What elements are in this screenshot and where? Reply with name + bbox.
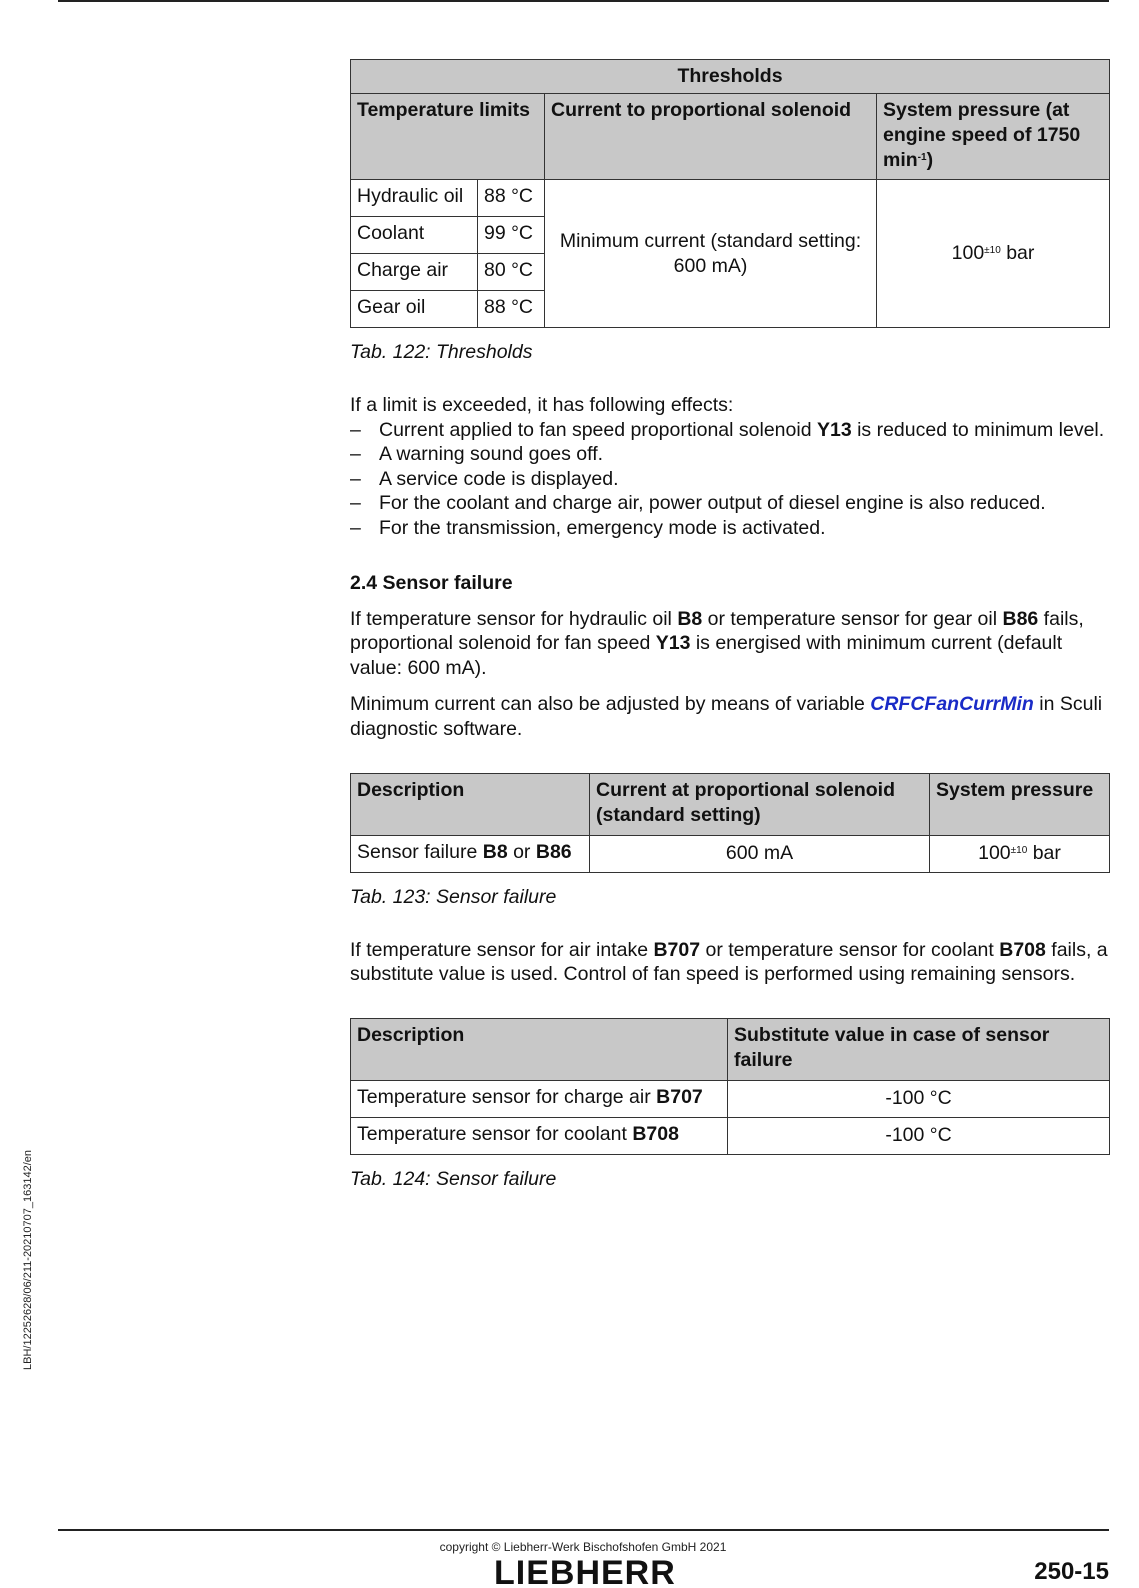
liebherr-logo: LIEBHERR bbox=[494, 1554, 676, 1588]
header-current: Current at proportional solenoid (standard setting) bbox=[590, 773, 930, 835]
header-description: Description bbox=[351, 773, 590, 835]
substitute-paragraph: If temperature sensor for air intake B707 or temperature sensor for coolant B708 fails, a substitute value is used. Control of fan speed is performed using remaining sensors. bbox=[350, 938, 1108, 986]
row-value: 88 °C bbox=[478, 291, 545, 328]
row-value: 80 °C bbox=[478, 254, 545, 291]
current-value-cell: Minimum current (standard setting: 600 mA) bbox=[545, 180, 877, 328]
effects-intro: If a limit is exceeded, it has following effects: bbox=[350, 394, 734, 416]
thresholds-table bbox=[350, 59, 1110, 328]
sensor-failure-paragraph: If temperature sensor for hydraulic oil B8 or temperature sensor for gear oil B86 fails, proportional solenoid for fan speed Y13 is energised with minimum current (default value: 600 mA). bbox=[350, 607, 1084, 679]
row-pressure: $100^{\pm 10}$ bar bbox=[930, 835, 1110, 872]
row-current: 600 mA bbox=[590, 835, 930, 872]
header-temperature-limits: Temperature limits bbox=[351, 94, 545, 180]
page-number: 250-15 bbox=[1034, 1558, 1109, 1585]
list-item: – A service code is displayed. bbox=[350, 467, 1109, 492]
document-id-side-text: LBH/12252628/06/211-20210707_163142/en bbox=[22, 1150, 34, 1370]
header-substitute-value: Substitute value in case of sensor failure bbox=[728, 1018, 1110, 1080]
top-rule bbox=[58, 0, 1109, 2]
sensor-failure-table bbox=[350, 773, 1110, 873]
header-system-pressure: System pressure bbox=[930, 773, 1110, 835]
header-current: Current to proportional solenoid bbox=[545, 94, 877, 180]
list-item: – For the coolant and charge air, power output of diesel engine is also reduced. bbox=[350, 491, 1109, 516]
row-name: Charge air bbox=[351, 254, 478, 291]
header-description: Description bbox=[351, 1018, 728, 1080]
substitute-value-table bbox=[350, 1018, 1110, 1155]
list-item: – For the transmission, emergency mode is activated. bbox=[350, 516, 1109, 541]
copyright-text: copyright © Liebherr-Werk Bischofshofen GmbH 2021 bbox=[439, 1540, 727, 1554]
row-value: -100 °C bbox=[728, 1117, 1110, 1154]
row-value: -100 °C bbox=[728, 1080, 1110, 1117]
row-description: Sensor failure B8 or B86 bbox=[351, 835, 590, 872]
variable-link[interactable]: CRFCFanCurrMin bbox=[870, 693, 1034, 716]
table-caption: Tab. 124: Sensor failure bbox=[350, 1167, 557, 1190]
row-value: 88 °C bbox=[478, 180, 545, 217]
section-heading: 2.4 Sensor failure bbox=[350, 571, 513, 594]
table-caption: Tab. 122: Thresholds bbox=[350, 341, 533, 363]
effects-list bbox=[350, 418, 1109, 541]
row-description: Temperature sensor for coolant B708 bbox=[351, 1117, 728, 1154]
thresholds-table-title: Thresholds bbox=[351, 60, 1110, 94]
row-description: Temperature sensor for charge air B707 bbox=[351, 1080, 728, 1117]
row-value: 99 °C bbox=[478, 217, 545, 254]
row-name: Coolant bbox=[351, 217, 478, 254]
pressure-value-cell: $100^{\pm 10}$ bar bbox=[877, 180, 1110, 328]
list-item: – Current applied to fan speed proportional solenoid Y13 is reduced to minimum level. bbox=[350, 418, 1109, 443]
list-item: – A warning sound goes off. bbox=[350, 442, 1109, 467]
row-name: Hydraulic oil bbox=[351, 180, 478, 217]
page-content bbox=[350, 59, 1109, 1191]
row-name: Gear oil bbox=[351, 291, 478, 328]
bottom-rule bbox=[58, 1529, 1109, 1531]
table-caption: Tab. 123: Sensor failure bbox=[350, 885, 557, 908]
header-system-pressure: System pressure (at engine speed of 1750 $\min^{-1}$) bbox=[877, 94, 1110, 180]
adjustment-paragraph: Minimum current can also be adjusted by means of variable CRFCFanCurrMin in Sculi diagnostic software. bbox=[350, 693, 1103, 740]
